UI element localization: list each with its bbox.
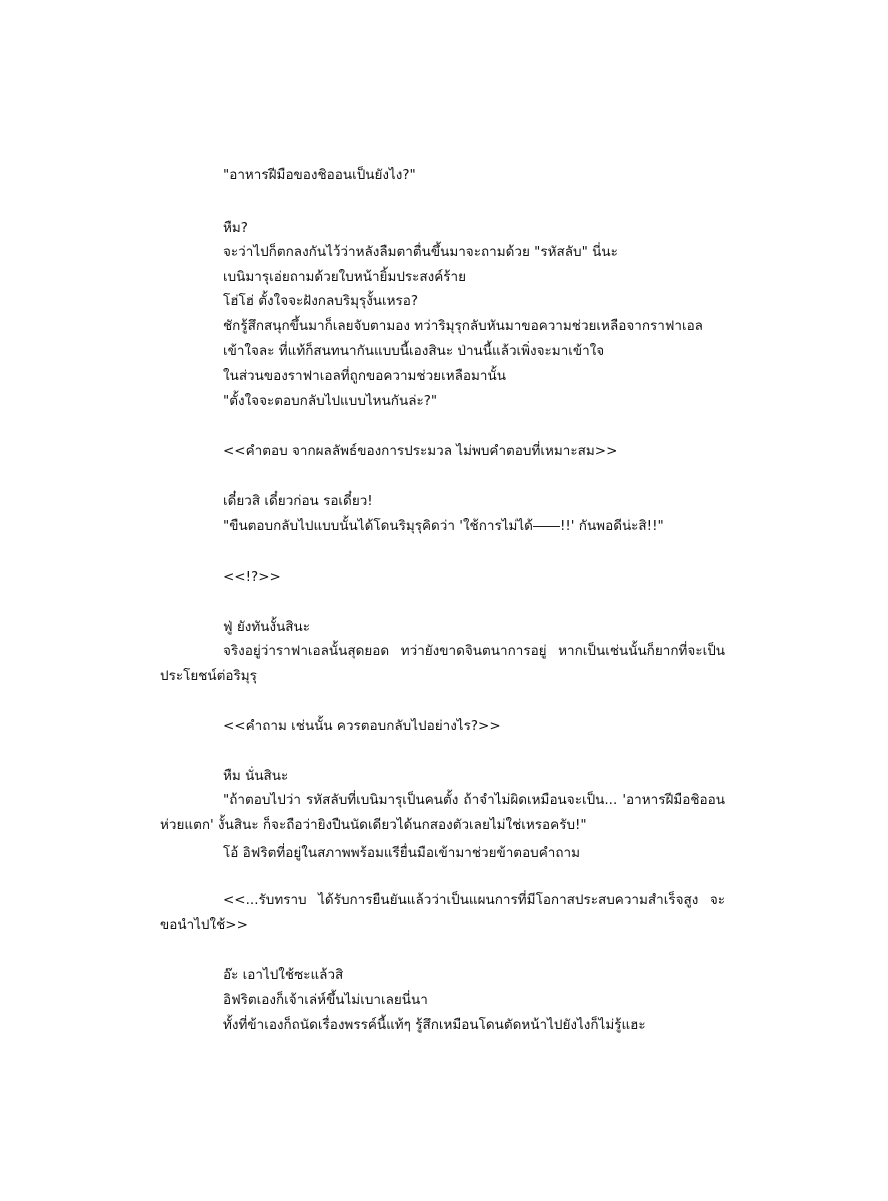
text-line: เดี๋ยวสิ เดี๋ยวก่อน รอเดี๋ยว! [223, 493, 373, 509]
text-line: <<คำตอบ จากผลลัพธ์ของการประมวล ไม่พบคำตอบที่เหมาะสม>> [223, 443, 618, 459]
text-paragraph: <<...รับทราบ ได้รับการยืนยันแล้วว่าเป็นแผนการที่มีโอกาสประสบความสำเร็จสูง จะขอนำไปใช้>> [160, 892, 725, 933]
text-line: ในส่วนของราฟาเอลที่ถูกขอความช่วยเหลือมานั้น [223, 368, 506, 384]
text-line: ฟู่ ยังทันงั้นสินะ [223, 619, 311, 635]
text-line: โฮ่โฮ่ ตั้งใจจะฝังกลบริมุรุงั้นเหรอ? [223, 293, 419, 309]
text-line: "ตั้งใจจะตอบกลับไปแบบไหนกันล่ะ?" [223, 393, 438, 409]
text-line: เข้าใจละ ที่แท้ก็สนทนากันแบบนี้เองสินะ ป่านนี้แล้วเพิ่งจะมาเข้าใจ [223, 343, 605, 359]
text-line: "อาหารฝีมือของชิออนเป็นยังไง?" [223, 167, 416, 183]
text-line: ชักรู้สึกสนุกขึ้นมาก็เลยจับตามอง ทว่าริมุรุกลับหันมาขอความช่วยเหลือจากราฟาเอล [223, 318, 703, 334]
text-paragraph: จริงอยู่ว่าราฟาเอลนั้นสุดยอด ทว่ายังขาดจินตนาการอยู่ หากเป็นเช่นนั้นก็ยากที่จะเป็นประโยชน์ต่อริมุรุ [160, 643, 725, 684]
text-line: หืม? [223, 220, 248, 236]
text-line: จะว่าไปก็ตกลงกันไว้ว่าหลังลืมตาตื่นขึ้นมาจะถามด้วย "รหัสลับ" นี่นะ [223, 244, 618, 260]
text-line: ทั้งที่ข้าเองก็ถนัดเรื่องพรรค์นี้แท้ๆ รู้สึกเหมือนโดนตัดหน้าไปยังไงก็ไม่รู้แฮะ [223, 1017, 646, 1033]
text-line: <<คำถาม เช่นนั้น ควรตอบกลับไปอย่างไร?>> [223, 718, 501, 734]
text-line: เบนิมารุเอ่ยถามด้วยใบหน้ายิ้มประสงค์ร้าย [223, 269, 467, 285]
text-line: <<!?>> [223, 569, 281, 585]
text-line: อิฟริตเองก็เจ้าเล่ห์ขึ้นไม่เบาเลยนี่นา [223, 992, 428, 1008]
text-line: โอ้ อิฟริตที่อยู่ในสภาพพร้อมแรียื่นมือเข้ามาช่วยข้าตอบคำถาม [223, 845, 581, 861]
text-paragraph: "ถ้าตอบไปว่า รหัสลับที่เบนิมารุเป็นคนตั้ง ถ้าจำไม่ผิดเหมือนจะเป็น... 'อาหารฝีมือชิออนห่วยแตก' งั้นสินะ ก็จะถือว่ายิงปืนนัดเดียวได้นกสองตัวเลยไม่ใช่เหรอครับ!" [160, 792, 725, 833]
text-line: หืม นั่นสินะ [223, 768, 289, 784]
text-line: "ขืนตอบกลับไปแบบนั้นได้โดนริมุรุคิดว่า 'ใช้การไม่ได้――!!' กันพอดีน่ะสิ!!" [223, 518, 664, 534]
text-line: อ๊ะ เอาไปใช้ซะแล้วสิ [223, 967, 344, 983]
